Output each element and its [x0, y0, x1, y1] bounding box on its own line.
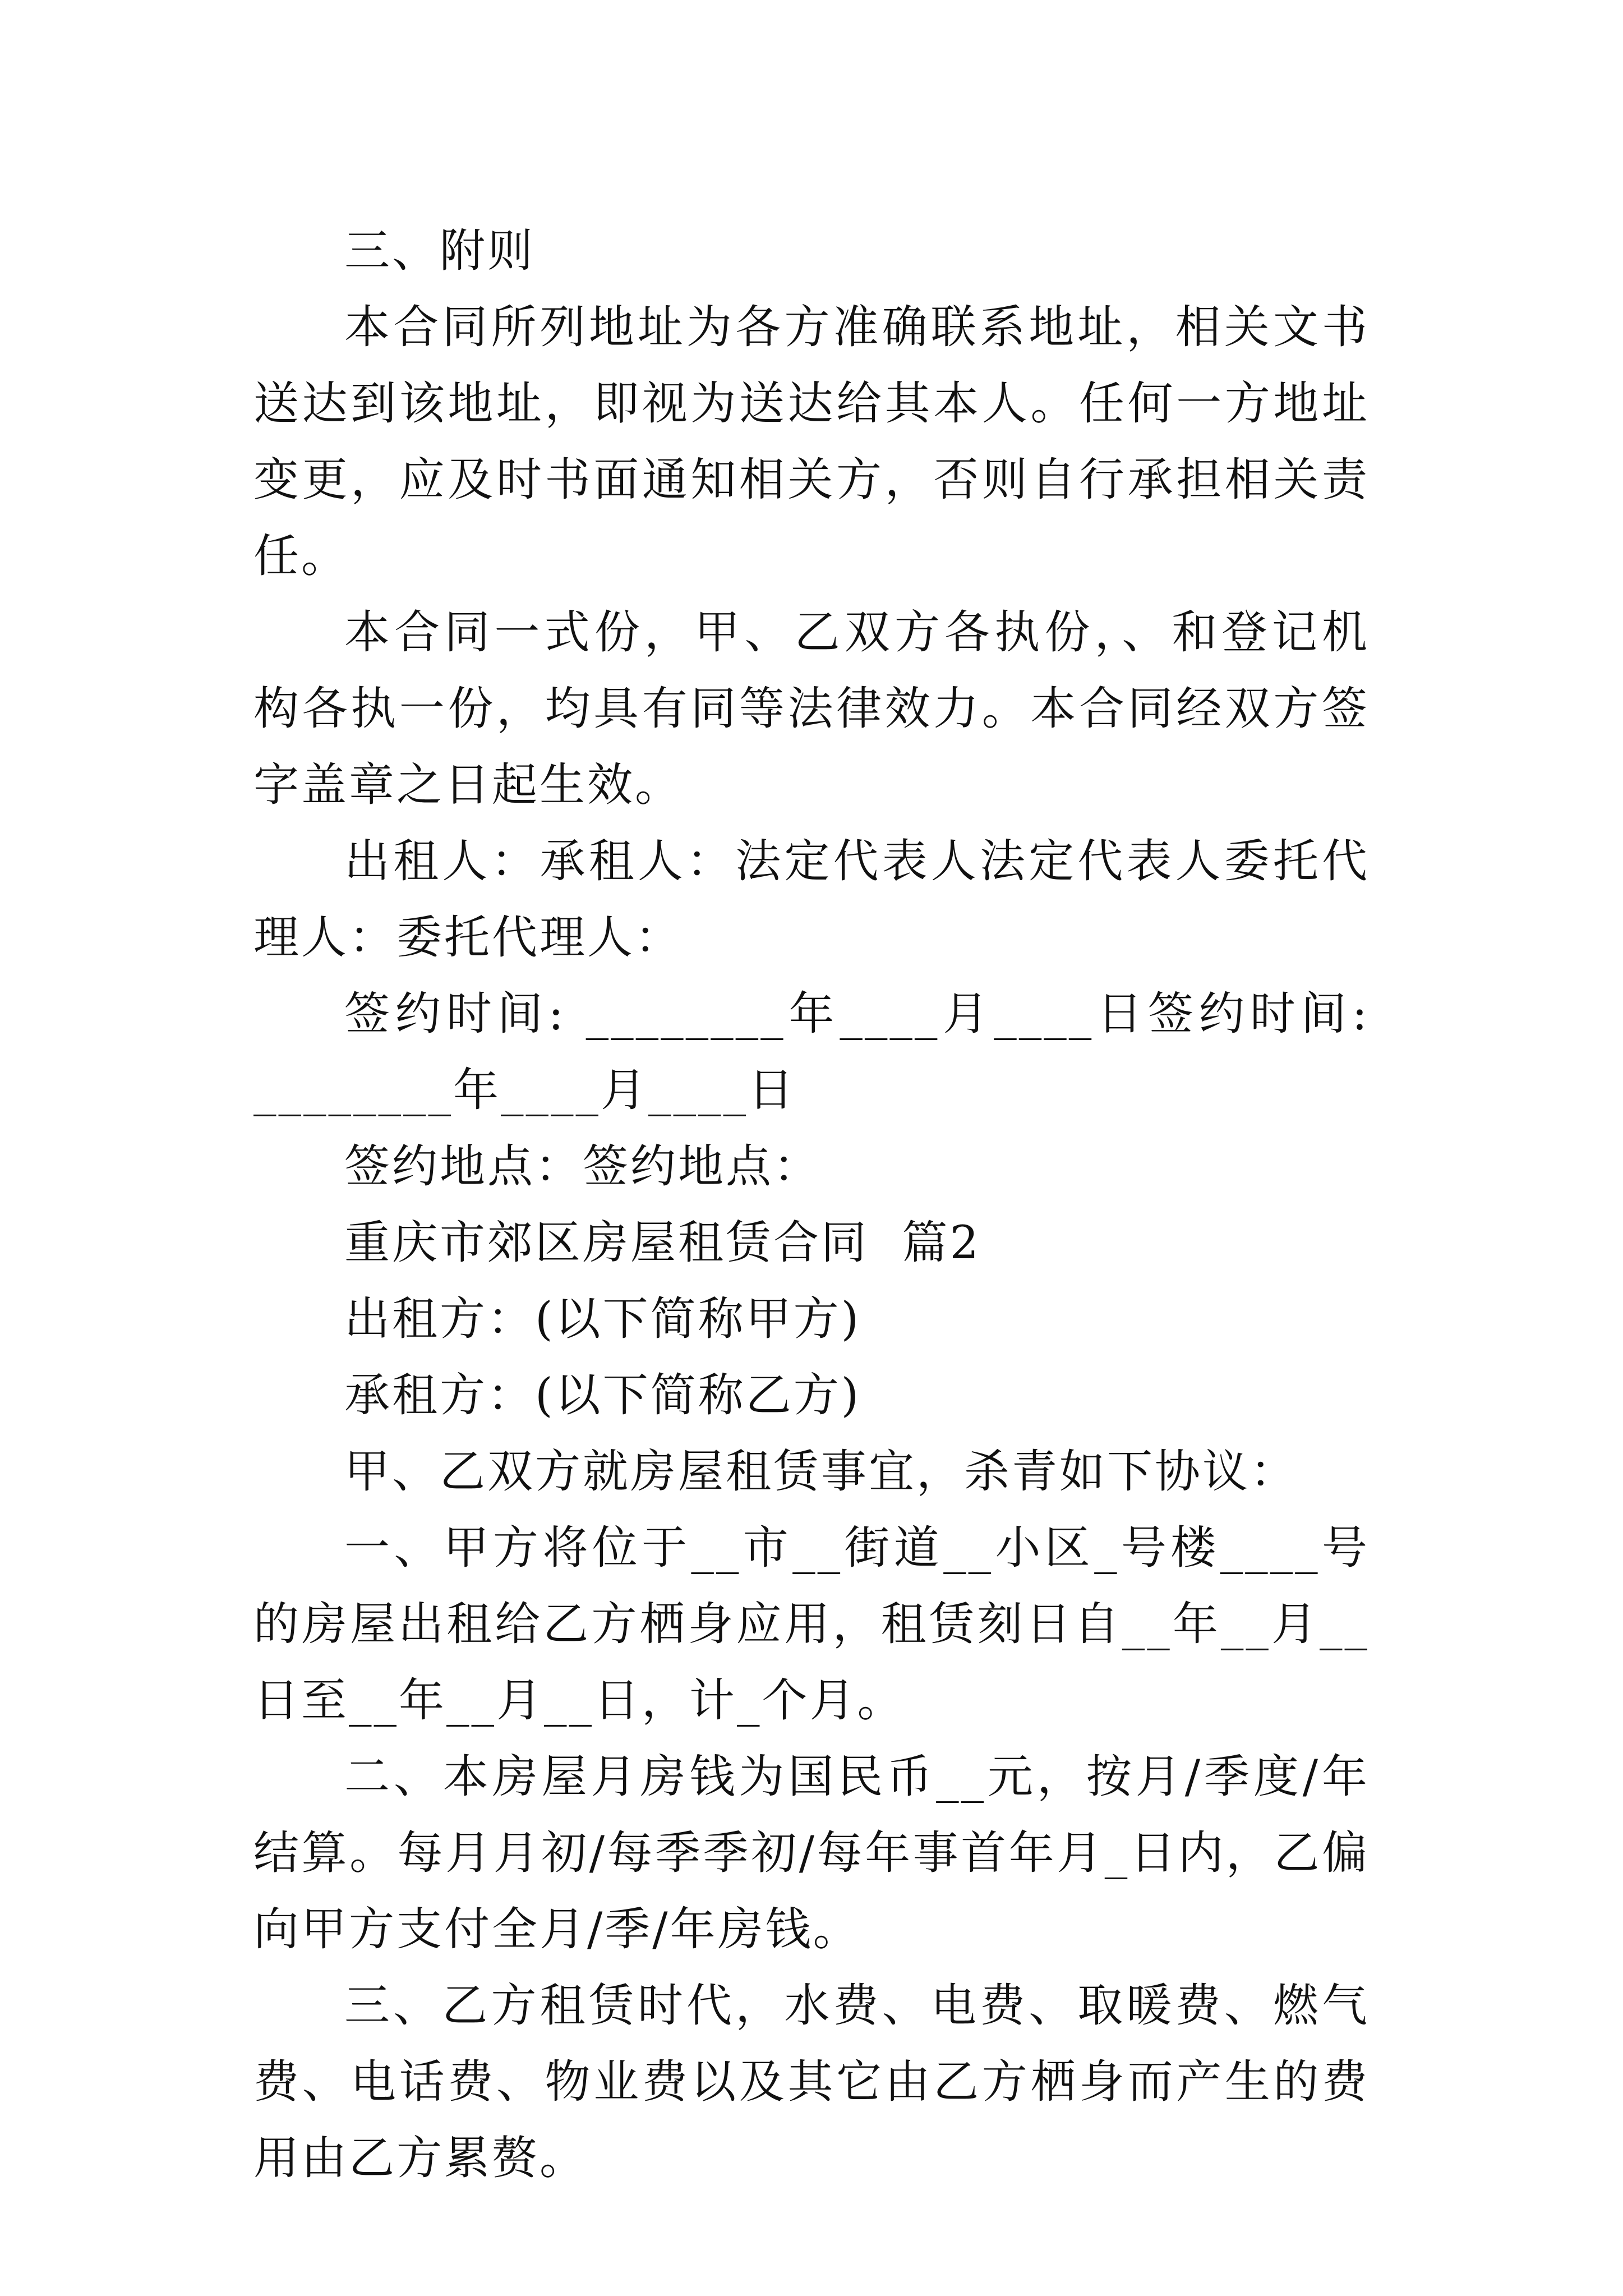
paragraph-lessee: 承租方：(以下简称乙方) [344, 1369, 861, 1422]
paragraph-signing-date: 签约时间: ________年____月____日签约时间: ________年____月____日 [253, 988, 1386, 1117]
paragraph-clause-2: 二、本房屋月房钱为国民币__元，按月/季度/年结算。每月月初/每季季初/每年事首年月_日内，乙偏向甲方支付全月/季/年房钱。 [253, 1751, 1370, 1956]
paragraph-clause-3: 三、乙方租赁时代，水费、电费、取暖费、燃气费、电话费、物业费以及其它由乙方栖身而产生的费用由乙方累赘。 [253, 1980, 1370, 2185]
paragraph-signing-place: 签约地点：签约地点： [344, 1140, 822, 1193]
document-body [253, 213, 1386, 2197]
paragraph-clause-1: 一、甲方将位于__市__街道__小区_号楼____号的房屋出租给乙方栖身应用，租赁刻日自__年__月__日至__年__月__日，计_个月。 [253, 1522, 1370, 1727]
paragraph-address-clause: 本合同所列地址为各方准确联系地址，相关文书送达到该地址，即视为送达给其本人。任何一方地址变更，应及时书面通知相关方，否则自行承担相关责任。 [253, 301, 1370, 583]
paragraph-signatories: 出租人：承租人：法定代表人法定代表人委托代理人：委托代理人： [253, 835, 1370, 964]
paragraph-lessor: 出租方：(以下简称甲方) [344, 1293, 861, 1346]
section-heading-contract-2: 重庆市郊区房屋租赁合同 篇2 [344, 1217, 981, 1269]
paragraph-agreement-intro: 甲、乙双方就房屋租赁事宜，杀青如下协议： [344, 1446, 1298, 1498]
paragraph-copies-clause: 本合同一式份，甲、乙双方各执份，、和登记机构各执一份，均具有同等法律效力。本合同经双方签字盖章之日起生效。 [253, 606, 1370, 812]
section-heading-appendix: 三、附则 [344, 225, 536, 278]
